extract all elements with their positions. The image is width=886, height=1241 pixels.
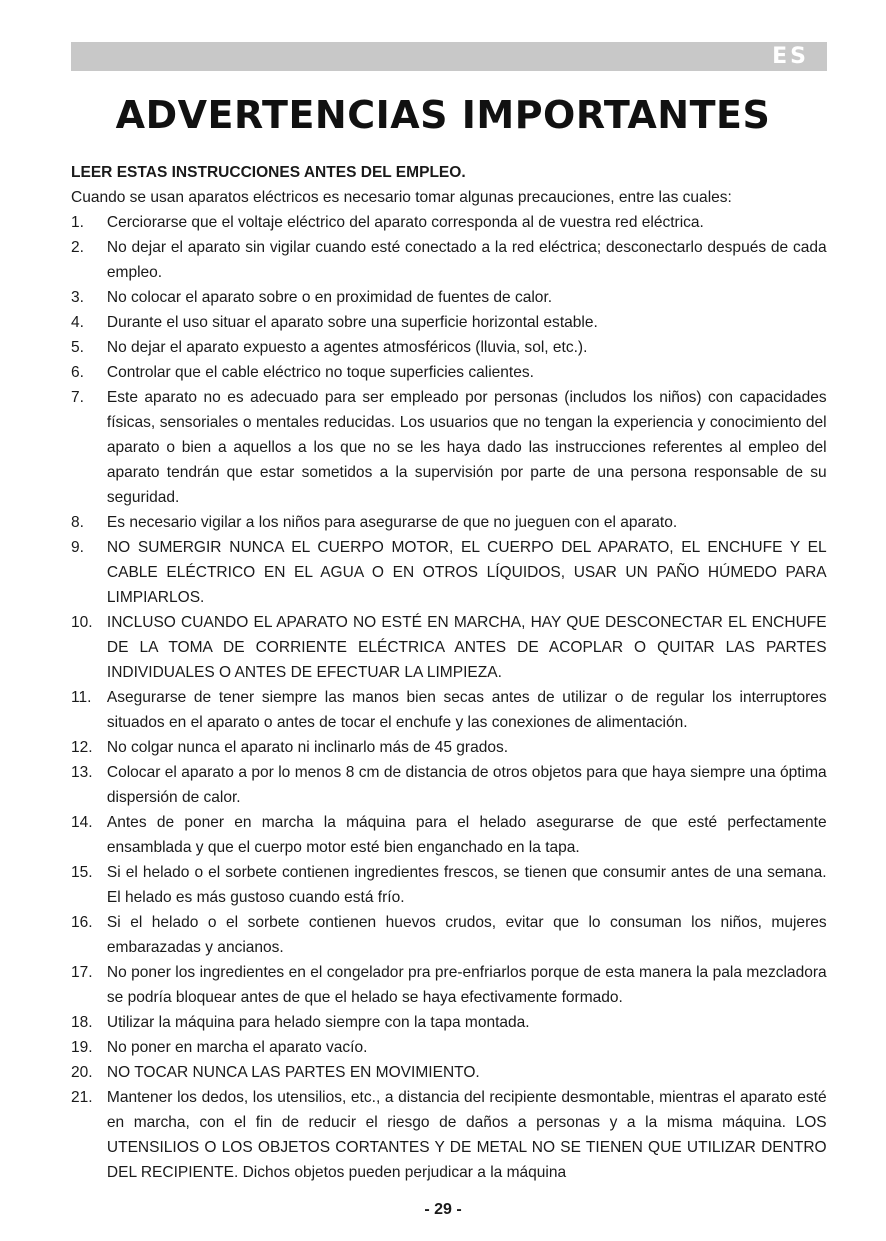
item-number: 14. <box>71 814 93 831</box>
warnings-list <box>71 210 827 1185</box>
item-number: 17. <box>71 964 93 981</box>
list-item <box>71 610 827 685</box>
item-number: 19. <box>71 1039 93 1056</box>
item-text: Si el helado o el sorbete contienen huevos crudos, evitar que lo consuman los niños, mujeres embarazadas y ancianos. <box>106 914 827 956</box>
item-text: Colocar el aparato a por lo menos 8 cm de distancia de otros objetos para que haya siempre una óptima dispersión de calor. <box>106 764 827 806</box>
language-bar <box>71 42 827 71</box>
item-text: No dejar el aparato sin vigilar cuando esté conectado a la red eléctrica; desconectarlo después de cada empleo. <box>106 239 827 281</box>
item-number: 9. <box>71 539 84 556</box>
list-item <box>71 285 827 310</box>
page-title: ADVERTENCIAS IMPORTANTES <box>115 93 771 137</box>
list-item <box>71 1060 827 1085</box>
list-item <box>71 910 827 960</box>
item-text: NO SUMERGIR NUNCA EL CUERPO MOTOR, EL CUERPO DEL APARATO, EL ENCHUFE Y EL CABLE ELÉCTRICO EN EL AGUA O EN OTROS LÍQUIDOS, USAR UN PAÑO HÚMEDO PARA LIMPIARLOS. <box>106 539 827 606</box>
item-text: Asegurarse de tener siempre las manos bien secas antes de utilizar o de regular los interruptores situados en el aparato o antes de tocar el enchufe y las conexiones de alimentación. <box>106 689 827 731</box>
list-item <box>71 1035 827 1060</box>
item-text: Durante el uso situar el aparato sobre una superficie horizontal estable. <box>106 314 598 331</box>
warnings-content <box>71 160 827 1185</box>
list-item <box>71 535 827 610</box>
language-code: ES <box>772 44 809 69</box>
list-item <box>71 210 827 235</box>
item-number: 3. <box>71 289 84 306</box>
item-text: No colgar nunca el aparato ni inclinarlo más de 45 grados. <box>106 739 509 756</box>
list-item <box>71 810 827 860</box>
list-item <box>71 1085 827 1185</box>
item-text: No dejar el aparato expuesto a agentes atmosféricos (lluvia, sol, etc.). <box>106 339 588 356</box>
item-number: 16. <box>71 914 93 931</box>
item-number: 8. <box>71 514 84 531</box>
item-text: Utilizar la máquina para helado siempre con la tapa montada. <box>106 1014 530 1031</box>
item-text: Este aparato no es adecuado para ser empleado por personas (includos los niños) con capacidades físicas, sensoriales o mentales reducidas. Los usuarios que no tengan la experiencia y conocimiento del aparato o bien a aquellos a los que no se les haya dado las instrucciones referentes al empleo del aparato tendrán que estar sometidos a la supervisión por parte de una persona responsable de su seguridad. <box>106 389 827 506</box>
item-text: No colocar el aparato sobre o en proximidad de fuentes de calor. <box>106 289 553 306</box>
list-item <box>71 960 827 1010</box>
item-text: Cerciorarse que el voltaje eléctrico del aparato corresponda al de vuestra red eléctrica. <box>106 214 704 231</box>
item-number: 11. <box>71 689 92 706</box>
item-text: No poner en marcha el aparato vacío. <box>106 1039 368 1056</box>
item-number: 1. <box>71 214 84 231</box>
list-item <box>71 335 827 360</box>
page-number: - 29 - <box>424 1201 462 1218</box>
list-item <box>71 685 827 735</box>
item-text: Es necesario vigilar a los niños para asegurarse de que no jueguen con el aparato. <box>106 514 678 531</box>
item-number: 18. <box>71 1014 93 1031</box>
list-item <box>71 860 827 910</box>
item-text: Antes de poner en marcha la máquina para el helado asegurarse de que esté perfectamente ensamblada y que el cuerpo motor esté bien enganchado en la tapa. <box>106 814 827 856</box>
intro-paragraph: Cuando se usan aparatos eléctricos es necesario tomar algunas precauciones, entre las cuales: <box>71 189 732 206</box>
item-text: Mantener los dedos, los utensilios, etc., a distancia del recipiente desmontable, mientras el aparato esté en marcha, con el fin de reducir el riesgo de daños a personas y a la misma máquina. LOS UTENSILIOS O LOS OBJETOS CORTANTES Y DE METAL NO SE TIENEN QUE UTILIZAR DENTRO DEL RECIPIENTE. Dichos objetos pueden perjudicar a la máquina <box>106 1089 827 1181</box>
list-item <box>71 310 827 335</box>
instructions-heading: LEER ESTAS INSTRUCCIONES ANTES DEL EMPLEO. <box>71 164 466 181</box>
item-number: 20. <box>71 1064 93 1081</box>
item-text: INCLUSO CUANDO EL APARATO NO ESTÉ EN MARCHA, HAY QUE DESCONECTAR EL ENCHUFE DE LA TOMA DE CORRIENTE ELÉCTRICA ANTES DE ACOPLAR O QUITAR LAS PARTES INDIVIDUALES O ANTES DE EFECTUAR LA LIMPIEZA. <box>106 614 827 681</box>
item-number: 6. <box>71 364 84 381</box>
item-number: 15. <box>71 864 93 881</box>
item-number: 4. <box>71 314 84 331</box>
item-number: 13. <box>71 764 93 781</box>
item-text: No poner los ingredientes en el congelador pra pre-enfriarlos porque de esta manera la pala mezcladora se podría bloquear antes de que el helado se haya efectivamente formado. <box>106 964 827 1006</box>
list-item <box>71 1010 827 1035</box>
item-text: Si el helado o el sorbete contienen ingredientes frescos, se tienen que consumir antes de una semana. El helado es más gustoso cuando está frío. <box>106 864 827 906</box>
item-number: 7. <box>71 389 84 406</box>
item-number: 10. <box>71 614 93 631</box>
list-item <box>71 235 827 285</box>
item-text: NO TOCAR NUNCA LAS PARTES EN MOVIMIENTO. <box>106 1064 480 1081</box>
item-text: Controlar que el cable eléctrico no toque superficies calientes. <box>106 364 534 381</box>
list-item <box>71 360 827 385</box>
item-number: 21. <box>71 1089 93 1106</box>
item-number: 5. <box>71 339 84 356</box>
list-item <box>71 735 827 760</box>
list-item <box>71 760 827 810</box>
list-item <box>71 510 827 535</box>
item-number: 2. <box>71 239 84 256</box>
item-number: 12. <box>71 739 93 756</box>
list-item <box>71 385 827 510</box>
